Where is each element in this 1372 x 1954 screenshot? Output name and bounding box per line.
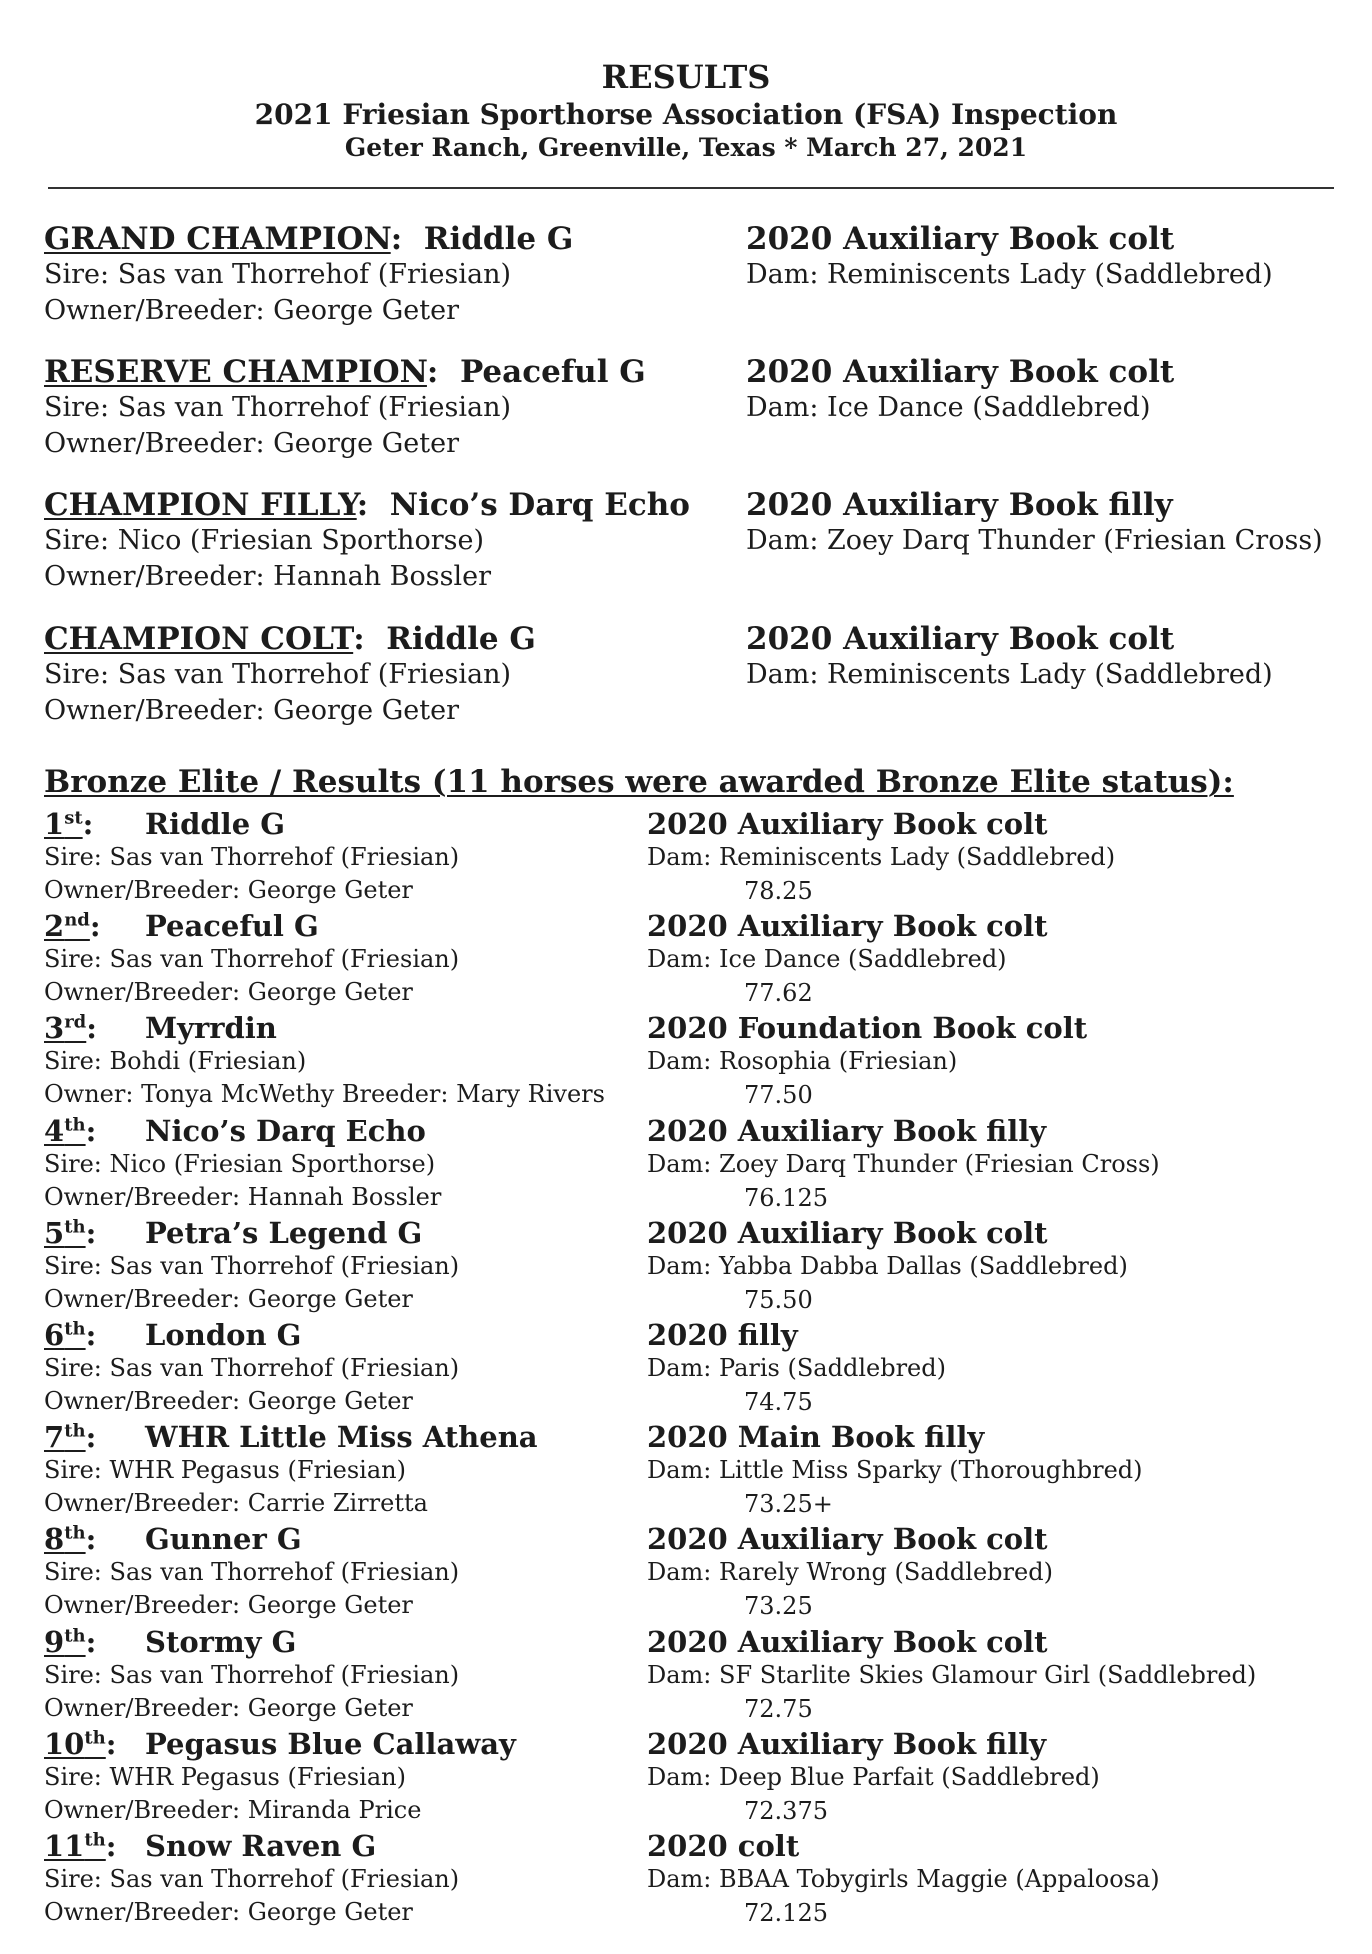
sire-line: Sire: Bohdi (Friesian) — [44, 1047, 307, 1076]
result-entry — [44, 1216, 1344, 1318]
event-location-date: Geter Ranch, Greenville, Texas * March 27, 2021 — [344, 133, 1028, 162]
dam-line: Dam: SF Starlite Skies Glamour Girl (Saddlebred) — [647, 1660, 1257, 1689]
dam-line: Dam: Deep Blue Parfait (Saddlebred) — [647, 1762, 1100, 1791]
champion-title: RESERVE CHAMPION — [44, 354, 427, 390]
sire-line: Sire: Sas van Thorrehof (Friesian) — [44, 1865, 460, 1893]
score: 75.50 — [744, 1285, 813, 1314]
result-entry — [44, 1727, 1344, 1829]
owner-line: Owner/Breeder: George Geter — [44, 1387, 413, 1415]
placing-number: 9th — [44, 1624, 86, 1659]
champion-title: GRAND CHAMPION — [44, 221, 391, 257]
champion-book: 2020 Auxiliary Book colt — [746, 221, 1175, 257]
owner-line: Owner/Breeder: Miranda Price — [44, 1795, 422, 1824]
champion-book: 2020 Auxiliary Book filly — [746, 487, 1173, 523]
sire-line: Sire: Sas van Thorrehof (Friesian) — [44, 1660, 460, 1689]
book-category: 2020 Auxiliary Book colt — [647, 807, 1048, 841]
horse-name: Stormy G — [145, 1624, 297, 1659]
score: 73.25+ — [744, 1490, 833, 1519]
dam-line: Dam: Rarely Wrong (Saddlebred) — [647, 1558, 1053, 1587]
champion-heading: RESERVE CHAMPION: Peaceful G — [44, 354, 646, 390]
sire-line: Sire: Sas van Thorrehof (Friesian) — [44, 945, 460, 974]
result-entry — [44, 1318, 1344, 1420]
sire-line: Sire: WHR Pegasus (Friesian) — [44, 1762, 406, 1791]
owner-line: Owner/Breeder: Hannah Bossler — [44, 1182, 442, 1211]
sire-line: Sire: Nico (Friesian Sporthorse) — [44, 1149, 436, 1178]
horse-name: WHR Little Miss Athena — [145, 1420, 538, 1455]
dam-line: Dam: Yabba Dabba Dallas (Saddlebred) — [647, 1251, 1128, 1280]
horse-name: Riddle G — [145, 807, 286, 841]
book-category: 2020 Auxiliary Book colt — [647, 1215, 1048, 1250]
result-entry — [44, 807, 1344, 909]
score: 77.62 — [744, 979, 813, 1008]
champion-horse-name: Peaceful G — [459, 354, 646, 390]
champion-title: CHAMPION COLT — [44, 621, 354, 657]
bronze-elite-heading: Bronze Elite / Results (11 horses were awarded Bronze Elite status): — [44, 764, 1234, 800]
horse-name: Peaceful G — [145, 909, 319, 944]
book-category: 2020 colt — [647, 1829, 800, 1863]
placing-number: 7th — [44, 1420, 86, 1455]
champion-block-colt — [44, 621, 1344, 749]
champion-dam: Dam: Zoey Darq Thunder (Friesian Cross) — [746, 525, 1323, 556]
sire-line: Sire: Sas van Thorrehof (Friesian) — [44, 843, 460, 871]
champion-dam: Dam: Reminiscents Lady (Saddlebred) — [746, 659, 1273, 690]
placing: 8th: — [44, 1522, 97, 1557]
sire-line: Sire: Sas van Thorrehof (Friesian) — [44, 1558, 460, 1587]
score: 74.75 — [744, 1388, 813, 1416]
book-category: 2020 Main Book filly — [647, 1420, 985, 1455]
book-category: 2020 filly — [647, 1318, 798, 1352]
champion-sire: Sire: Sas van Thorrehof (Friesian) — [44, 659, 512, 690]
placing: 10th: — [44, 1726, 117, 1761]
placing: 5th: — [44, 1215, 97, 1250]
champion-owner: Owner/Breeder: Hannah Bossler — [44, 561, 491, 592]
dam-line: Dam: Ice Dance (Saddlebred) — [647, 945, 1007, 974]
owner-line: Owner/Breeder: Carrie Zirretta — [44, 1489, 428, 1518]
champion-owner: Owner/Breeder: George Geter — [44, 295, 460, 326]
sire-line: Sire: Sas van Thorrehof (Friesian) — [44, 1354, 460, 1382]
book-category: 2020 Auxiliary Book filly — [647, 1726, 1047, 1761]
score: 72.125 — [744, 1899, 828, 1927]
champion-heading: CHAMPION FILLY: Nico’s Darq Echo — [44, 487, 690, 523]
result-entry — [44, 1011, 1344, 1113]
champion-block-reserve — [44, 354, 1344, 482]
champion-heading: GRAND CHAMPION: Riddle G — [44, 221, 574, 257]
champion-title: CHAMPION FILLY — [44, 487, 357, 523]
placing: 1st: — [44, 807, 94, 841]
result-entry — [44, 1829, 1344, 1931]
placing-number: 1st — [44, 807, 83, 841]
dam-line: Dam: Little Miss Sparky (Thoroughbred) — [647, 1456, 1143, 1485]
champion-horse-name: Nico’s Darq Echo — [389, 487, 690, 523]
owner-line: Owner/Breeder: George Geter — [44, 978, 413, 1007]
placing: 11th: — [44, 1829, 117, 1863]
book-category: 2020 Auxiliary Book colt — [647, 1624, 1048, 1659]
result-entry — [44, 1114, 1344, 1216]
champion-heading: CHAMPION COLT: Riddle G — [44, 621, 536, 657]
result-entry — [44, 1625, 1344, 1727]
champion-book: 2020 Auxiliary Book colt — [746, 354, 1175, 390]
horse-name: Myrrdin — [145, 1011, 277, 1046]
placing-number: 5th — [44, 1215, 86, 1250]
champion-sire: Sire: Sas van Thorrehof (Friesian) — [44, 392, 512, 423]
owner-line: Owner/Breeder: George Geter — [44, 1693, 413, 1722]
dam-line: Dam: Rosophia (Friesian) — [647, 1047, 958, 1076]
dam-line: Dam: Reminiscents Lady (Saddlebred) — [647, 843, 1116, 871]
horse-name: Petra’s Legend G — [145, 1215, 423, 1250]
event-subtitle: 2021 Friesian Sporthorse Association (FSA) Inspection — [254, 98, 1118, 131]
sire-line: Sire: WHR Pegasus (Friesian) — [44, 1456, 406, 1485]
horse-name: Nico’s Darq Echo — [145, 1113, 426, 1148]
score: 77.50 — [744, 1081, 813, 1110]
placing: 6th: — [44, 1318, 97, 1352]
placing: 7th: — [44, 1420, 97, 1455]
placing: 9th: — [44, 1624, 97, 1659]
placing-number: 10th — [44, 1726, 106, 1761]
champion-owner: Owner/Breeder: George Geter — [44, 695, 460, 726]
placing-number: 3rd — [44, 1011, 87, 1046]
champion-horse-name: Riddle G — [423, 221, 574, 257]
sire-line: Sire: Sas van Thorrehof (Friesian) — [44, 1251, 460, 1280]
champion-horse-name: Riddle G — [386, 621, 536, 657]
horse-name: Gunner G — [145, 1522, 302, 1557]
champion-block-grand — [44, 221, 1344, 349]
champion-dam: Dam: Ice Dance (Saddlebred) — [746, 392, 1151, 423]
champion-owner: Owner/Breeder: George Geter — [44, 428, 460, 459]
owner-line: Owner/Breeder: George Geter — [44, 1898, 413, 1926]
book-category: 2020 Foundation Book colt — [647, 1011, 1088, 1046]
owner-line: Owner: Tonya McWethy Breeder: Mary Rivers — [44, 1080, 605, 1109]
score: 72.375 — [744, 1796, 828, 1825]
dam-line: Dam: Paris (Saddlebred) — [647, 1354, 946, 1382]
placing-number: 11th — [44, 1829, 106, 1863]
champion-book: 2020 Auxiliary Book colt — [746, 621, 1175, 657]
score: 76.125 — [744, 1183, 828, 1212]
horse-name: Pegasus Blue Callaway — [145, 1726, 516, 1761]
placing: 4th: — [44, 1113, 97, 1148]
dam-line: Dam: Zoey Darq Thunder (Friesian Cross) — [647, 1149, 1160, 1178]
champion-block-filly — [44, 487, 1344, 615]
owner-line: Owner/Breeder: George Geter — [44, 1284, 413, 1313]
placing-number: 8th — [44, 1522, 86, 1557]
champion-sire: Sire: Nico (Friesian Sporthorse) — [44, 525, 484, 556]
owner-line: Owner/Breeder: George Geter — [44, 1591, 413, 1620]
placing-number: 6th — [44, 1318, 86, 1352]
result-entry — [44, 1522, 1344, 1624]
page-title: RESULTS — [601, 58, 771, 96]
score: 73.25 — [744, 1592, 813, 1621]
horse-name: London G — [145, 1318, 302, 1352]
score: 72.75 — [744, 1694, 813, 1723]
placing: 2nd: — [44, 909, 101, 944]
champion-dam: Dam: Reminiscents Lady (Saddlebred) — [746, 259, 1273, 290]
book-category: 2020 Auxiliary Book filly — [647, 1113, 1047, 1148]
result-entry — [44, 909, 1344, 1011]
placing-number: 4th — [44, 1113, 86, 1148]
result-entry — [44, 1420, 1344, 1522]
placing-number: 2nd — [44, 909, 90, 944]
header-divider — [48, 187, 1334, 189]
owner-line: Owner/Breeder: George Geter — [44, 876, 413, 904]
horse-name: Snow Raven G — [145, 1829, 377, 1863]
dam-line: Dam: BBAA Tobygirls Maggie (Appaloosa) — [647, 1865, 1160, 1893]
champion-sire: Sire: Sas van Thorrehof (Friesian) — [44, 259, 512, 290]
book-category: 2020 Auxiliary Book colt — [647, 1522, 1048, 1557]
book-category: 2020 Auxiliary Book colt — [647, 909, 1048, 944]
score: 78.25 — [744, 877, 813, 905]
placing: 3rd: — [44, 1011, 97, 1046]
